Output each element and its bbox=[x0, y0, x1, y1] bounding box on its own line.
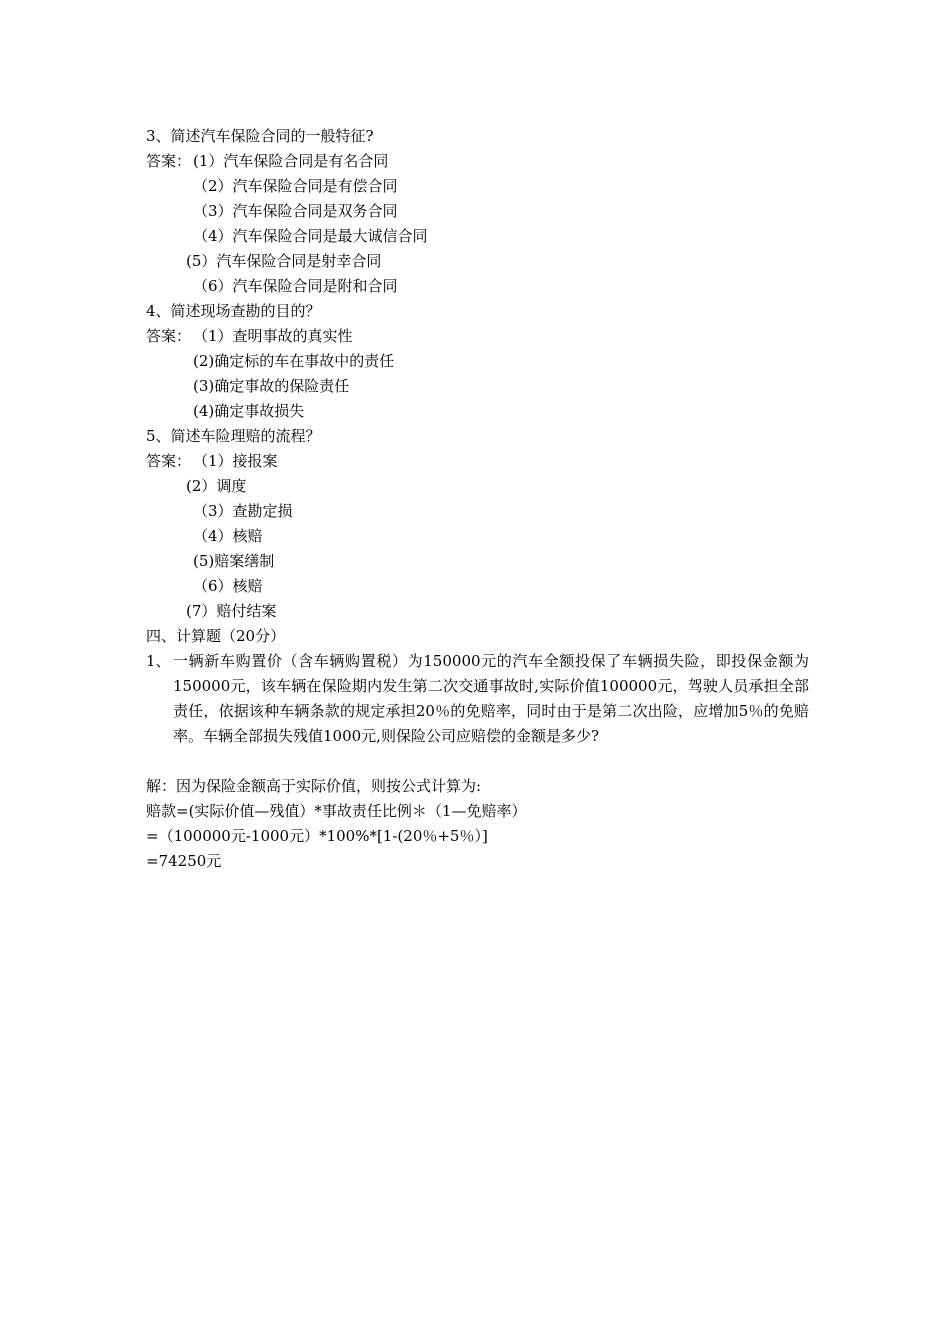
answer-3-item: （3）汽车保险合同是双务合同 bbox=[193, 202, 398, 220]
answer-5-item: (2）调度 bbox=[186, 477, 247, 495]
problem-text: 一辆新车购置价（含车辆购置税）为150000元的汽车全额投保了车辆损失险，即投保金额为150000元，该车辆在保险期内发生第二次交通事故时,实际价值100000元，驾驶人员承担全部责任，依据该种车辆条款的规定承担20％的免赔率，同时由于是第二次出险，应增加5％的免赔率。车辆全部损失残值1000元,则保险公司应赔偿的金额是多少? bbox=[173, 652, 809, 745]
question-5: 5、简述车险理赔的流程？ bbox=[146, 427, 321, 445]
section-heading: 四、计算题（20分） bbox=[146, 627, 286, 645]
answer-4-item: （1）查明事故的真实性 bbox=[193, 327, 353, 345]
answer-5-item: (5)赔案缮制 bbox=[193, 552, 275, 570]
answer-5-item: （6）核赔 bbox=[193, 577, 263, 595]
question-4: 4、简述现场查勘的目的？ bbox=[146, 302, 321, 320]
solution-result: =74250元 bbox=[146, 852, 222, 870]
answer-3-label: 答案： bbox=[146, 152, 192, 170]
solution-line: 解：因为保险金额高于实际价值，则按公式计算为: bbox=[146, 777, 482, 795]
answer-5-item: （3）查勘定损 bbox=[193, 502, 293, 520]
answer-3-item: （6）汽车保险合同是附和合同 bbox=[193, 277, 398, 295]
question-3: 3、简述汽车保险合同的一般特征? bbox=[146, 127, 374, 145]
answer-4-item: (4)确定事故损失 bbox=[193, 402, 305, 420]
answer-4-item: (2)确定标的车在事故中的责任 bbox=[193, 352, 395, 370]
answer-3-item: (1）汽车保险合同是有名合同 bbox=[193, 152, 389, 170]
solution-line: 赔款=(实际价值—残值）*事故责任比例＊（1—免赔率） bbox=[146, 802, 527, 820]
solution-line: =（100000元-1000元）*100%*[1-(20％+5％）] bbox=[146, 827, 488, 845]
answer-4-label: 答案： bbox=[146, 327, 192, 345]
answer-5-item: （4）核赔 bbox=[193, 527, 263, 545]
answer-5-item: （1）接报案 bbox=[193, 452, 278, 470]
answer-3-item: (5）汽车保险合同是射幸合同 bbox=[186, 252, 382, 270]
answer-5-item: (7）赔付结案 bbox=[186, 602, 277, 620]
answer-4-item: (3)确定事故的保险责任 bbox=[193, 377, 350, 395]
problem-number: 1、 bbox=[146, 652, 171, 670]
answer-3-item: （2）汽车保险合同是有偿合同 bbox=[193, 177, 398, 195]
answer-5-label: 答案： bbox=[146, 452, 192, 470]
answer-3-item: （4）汽车保险合同是最大诚信合同 bbox=[193, 227, 428, 245]
